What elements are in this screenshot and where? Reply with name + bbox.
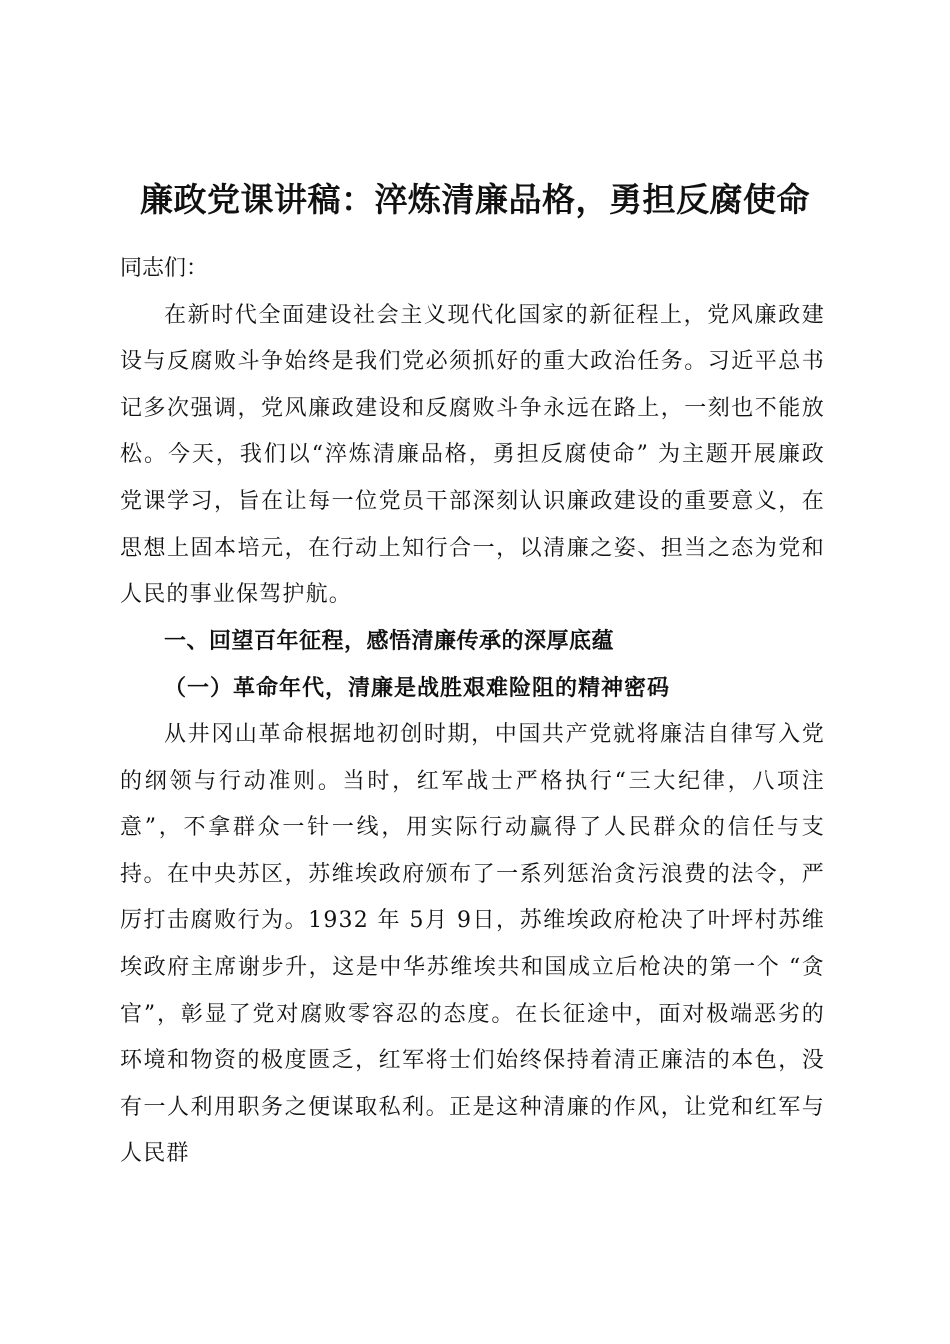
subsection-heading-1: （一）革命年代，清廉是战胜艰难险阻的精神密码: [164, 675, 671, 702]
intro-paragraph: 在新时代全面建设社会主义现代化国家的新征程上，党风廉政建设与反腐败斗争始终是我们党必须抓好的重大政治任务。习近平总书记多次强调，党风廉政建设和反腐败斗争永远在路上，一刻也不能放松。今天，我们以“淬炼清廉品格，勇担反腐使命” 为主题开展廉政党课学习，旨在让每一位党员干部深刻认识廉政建设的重要意义，在思想上固本培元，在行动上知行合一，以清廉之姿、担当之态为党和人民的事业保驾护航。: [120, 302, 825, 608]
section-heading-1: 一、回望百年征程，感悟清廉传承的深厚底蕴: [164, 628, 615, 654]
salutation: 同志们：: [120, 256, 209, 281]
document-title: 廉政党课讲稿：淬炼清廉品格，勇担反腐使命: [140, 180, 810, 219]
subsection-paragraph-1: 从井冈山革命根据地初创时期，中国共产党就将廉洁自律写入党的纲领与行动准则。当时，红军战士严格执行“三大纪律，八项注意”，不拿群众一针一线，用实际行动赢得了人民群众的信任与支持。在中央苏区，苏维埃政府颁布了一系列惩治贪污浪费的法令，严厉打击腐败行为。1932 年 5月 9日，苏维埃政府枪决了叶坪村苏维埃政府主席谢步升，这是中华苏维埃共和国成立后枪决的第一个 “贪官”，彰显了党对腐败零容忍的态度。在长征途中，面对极端恶劣的环境和物资的极度匮乏，红军将士们始终保持着清正廉洁的本色，没有一人利用职务之便谋取私利。正是这种清廉的作风，让党和红军与人民群: [120, 721, 825, 1167]
document-body: [120, 246, 825, 1178]
